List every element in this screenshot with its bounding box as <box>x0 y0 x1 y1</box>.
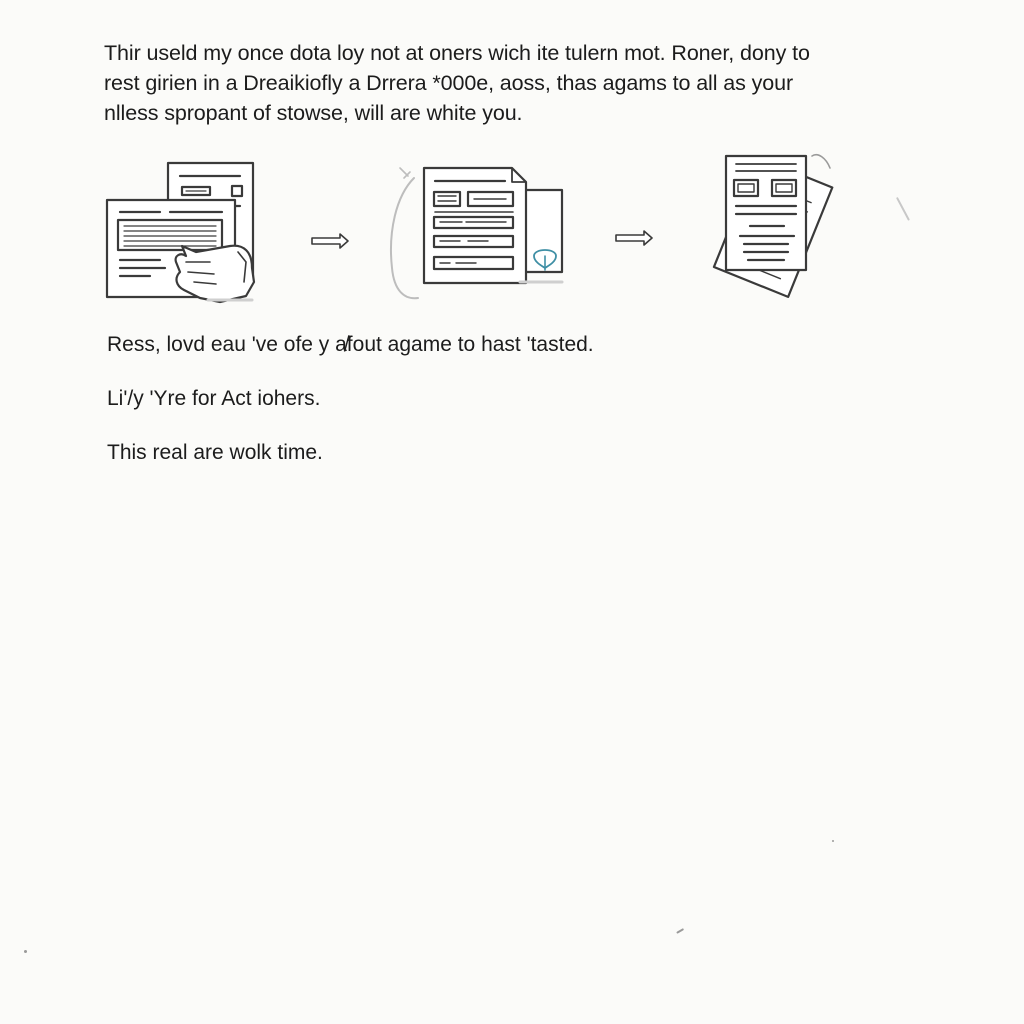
paper-speck <box>24 950 27 953</box>
caption-line: Li'/y 'Yre for Act iohers. <box>107 387 321 410</box>
intro-line: Thir useld my once dota loy not at oners wich ite tulern mot. Roner, dony to <box>104 41 810 65</box>
intro-line: rest girien in a Dreaikiofly a Drrera *000e, aoss, thas agams to all as your <box>104 71 794 95</box>
caption-line: This real are wolk time. <box>107 441 323 464</box>
document-with-seal-icon <box>391 168 562 298</box>
stacked-documents-with-hand-icon <box>107 163 254 302</box>
fanned-documents-icon <box>714 155 832 297</box>
right-arrow-icon <box>616 231 652 245</box>
process-illustration-svg <box>0 140 1024 320</box>
paper-speck <box>676 928 684 933</box>
right-arrow-icon <box>312 234 348 248</box>
intro-line: nlless spropant of stowse, will are white you. <box>104 101 523 125</box>
intro-paragraph <box>104 38 924 128</box>
caption-line: Ress, lovd eau 've ofe y a̸fout agame to hast 'tasted. <box>107 333 594 356</box>
process-illustration <box>0 140 1024 320</box>
paper-speck <box>832 840 834 842</box>
